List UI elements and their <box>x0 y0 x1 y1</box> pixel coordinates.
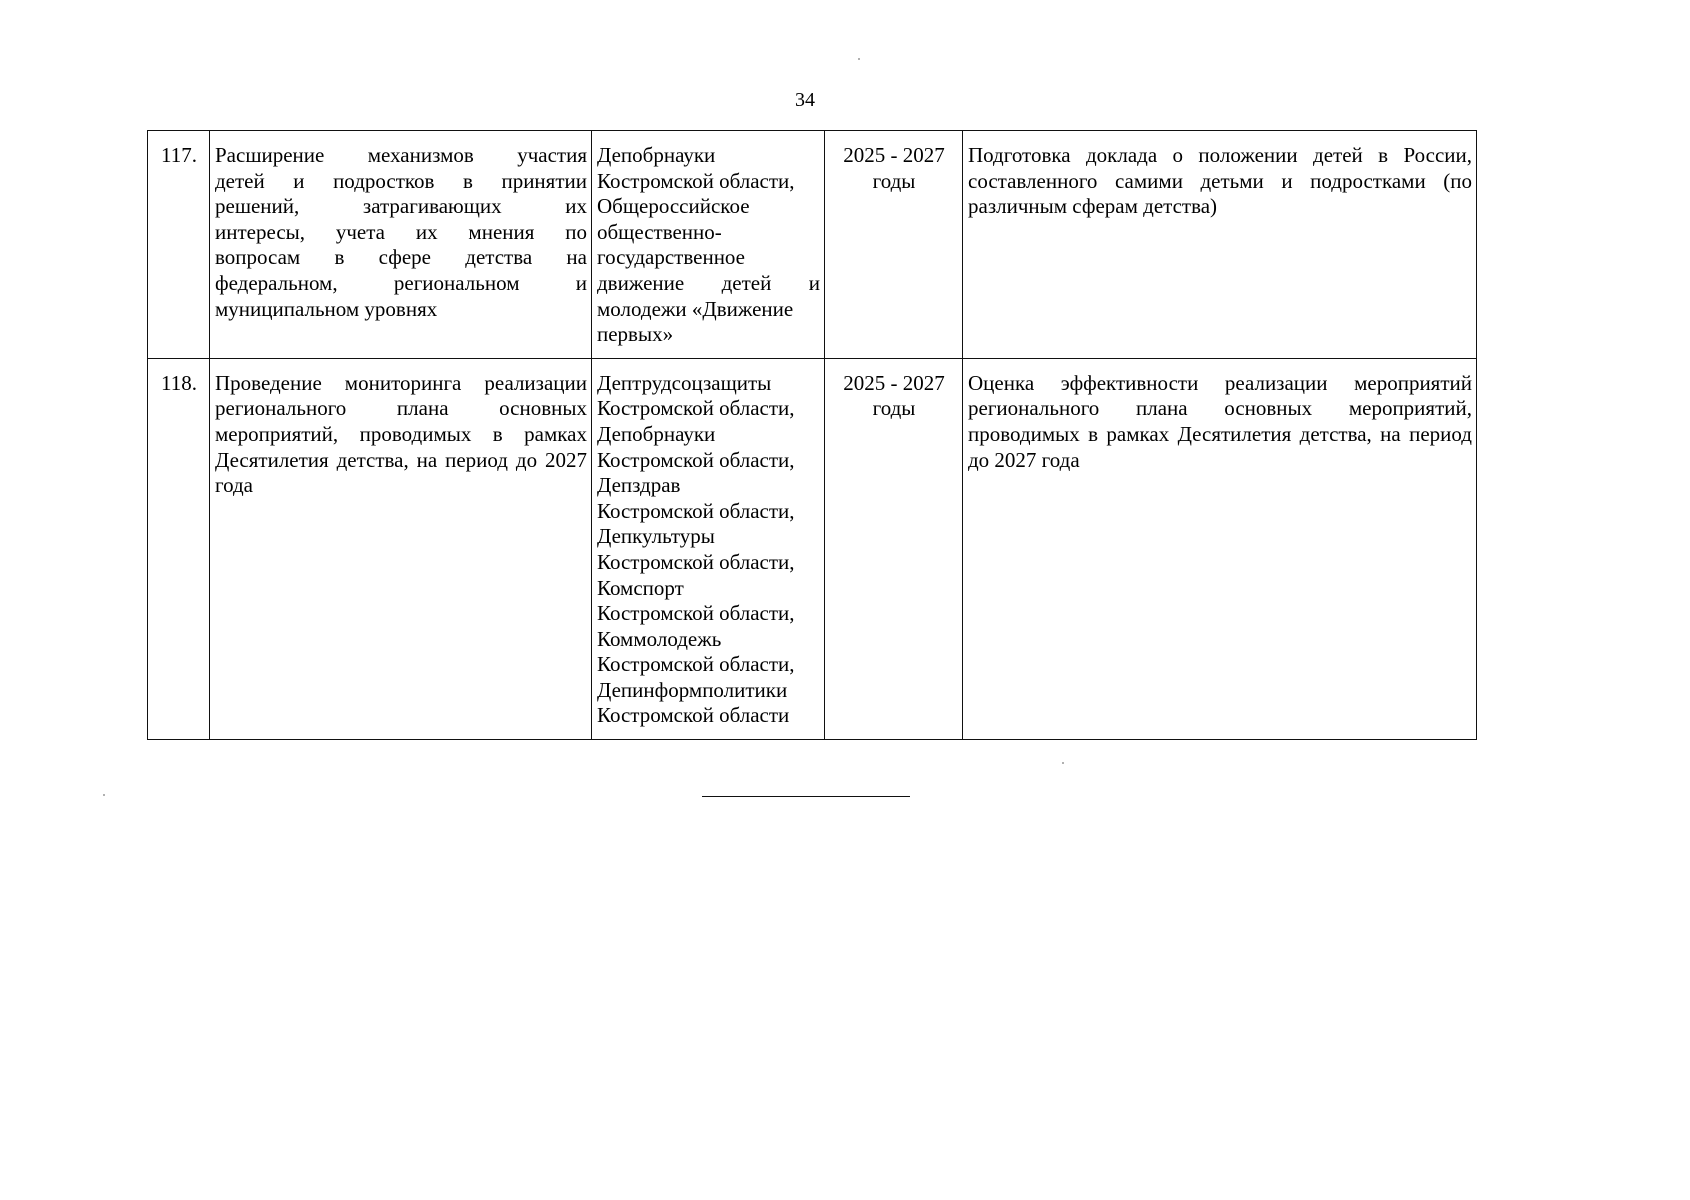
result-cell <box>963 358 1477 739</box>
table-row <box>148 131 1477 359</box>
page-number: 34 <box>795 89 815 111</box>
result-cell <box>963 131 1477 359</box>
measure-line: Расширение механизмов участия <box>215 143 587 167</box>
executor-line: Депинформполитики <box>597 677 788 702</box>
executor-line: Депздрав <box>597 473 681 498</box>
measure-line: решений, затрагивающих их <box>215 194 587 219</box>
executor-line: молодежи «Движение <box>597 296 794 321</box>
result-text: Оценка эффективности реализации мероприятий регионального плана основных мероприятий, проводимых в рамках Десятилетия детства, на период до 2027 года <box>968 370 1472 472</box>
executor-line: Депкультуры <box>597 524 715 549</box>
executor-line: Костромской области, <box>597 498 795 523</box>
row-number-cell <box>148 131 210 359</box>
executor-line: Коммолодежь <box>597 626 722 651</box>
scan-speck <box>1062 762 1064 764</box>
row-number: 117. <box>161 143 197 167</box>
executor-line: Костромской области, <box>597 601 795 626</box>
measure-cell <box>210 131 592 359</box>
executor-line: государственное <box>597 245 746 270</box>
end-of-document-rule <box>702 796 910 797</box>
executor-line: Костромской области, <box>597 447 795 472</box>
executor-line: Комспорт <box>597 575 684 600</box>
measure-line: детей и подростков в принятии <box>215 168 587 193</box>
executor-line: Общероссийское <box>597 194 750 219</box>
scan-speck <box>103 794 105 796</box>
executor-line: первых» <box>597 322 674 347</box>
period-cell <box>825 358 963 739</box>
executor-line: Депобрнауки <box>597 421 716 446</box>
measure-line: интересы, учета их мнения по <box>215 219 587 244</box>
executor-line: Костромской области <box>597 703 790 728</box>
executor-line: Костромской области, <box>597 168 795 193</box>
period-line: годы <box>872 168 916 193</box>
scan-speck <box>858 58 860 60</box>
executor-line: Костромской области, <box>597 396 795 421</box>
measure-cell <box>210 358 592 739</box>
executor-line: движение детей и <box>597 270 820 295</box>
executor-cell <box>592 131 825 359</box>
row-number-cell <box>148 358 210 739</box>
measure-line: муниципальном уровнях <box>215 296 438 321</box>
result-text: Подготовка доклада о положении детей в России, составленного самими детьми и подростками (по различным сферам детства) <box>968 143 1472 219</box>
period-line: годы <box>872 396 916 421</box>
executor-line: общественно- <box>597 219 722 244</box>
plan-table <box>147 130 1477 740</box>
row-number: 118. <box>161 370 197 395</box>
executor-line: Депобрнауки <box>597 143 716 167</box>
measure-line: вопросам в сфере детства на <box>215 245 587 270</box>
executor-cell <box>592 358 825 739</box>
measure-text: Проведение мониторинга реализации регионального плана основных мероприятий, проводимых в рамках Десятилетия детства, на период до 2027 года <box>215 370 587 498</box>
executor-line: Дептрудсоцзащиты <box>597 370 772 395</box>
period-cell <box>825 131 963 359</box>
period-line: 2025 - 2027 <box>843 143 945 167</box>
period-line: 2025 - 2027 <box>843 370 945 395</box>
executor-line: Костромской области, <box>597 652 795 677</box>
executor-line: Костромской области, <box>597 549 795 574</box>
table-row <box>148 358 1477 739</box>
measure-line: федеральном, региональном и <box>215 270 587 295</box>
